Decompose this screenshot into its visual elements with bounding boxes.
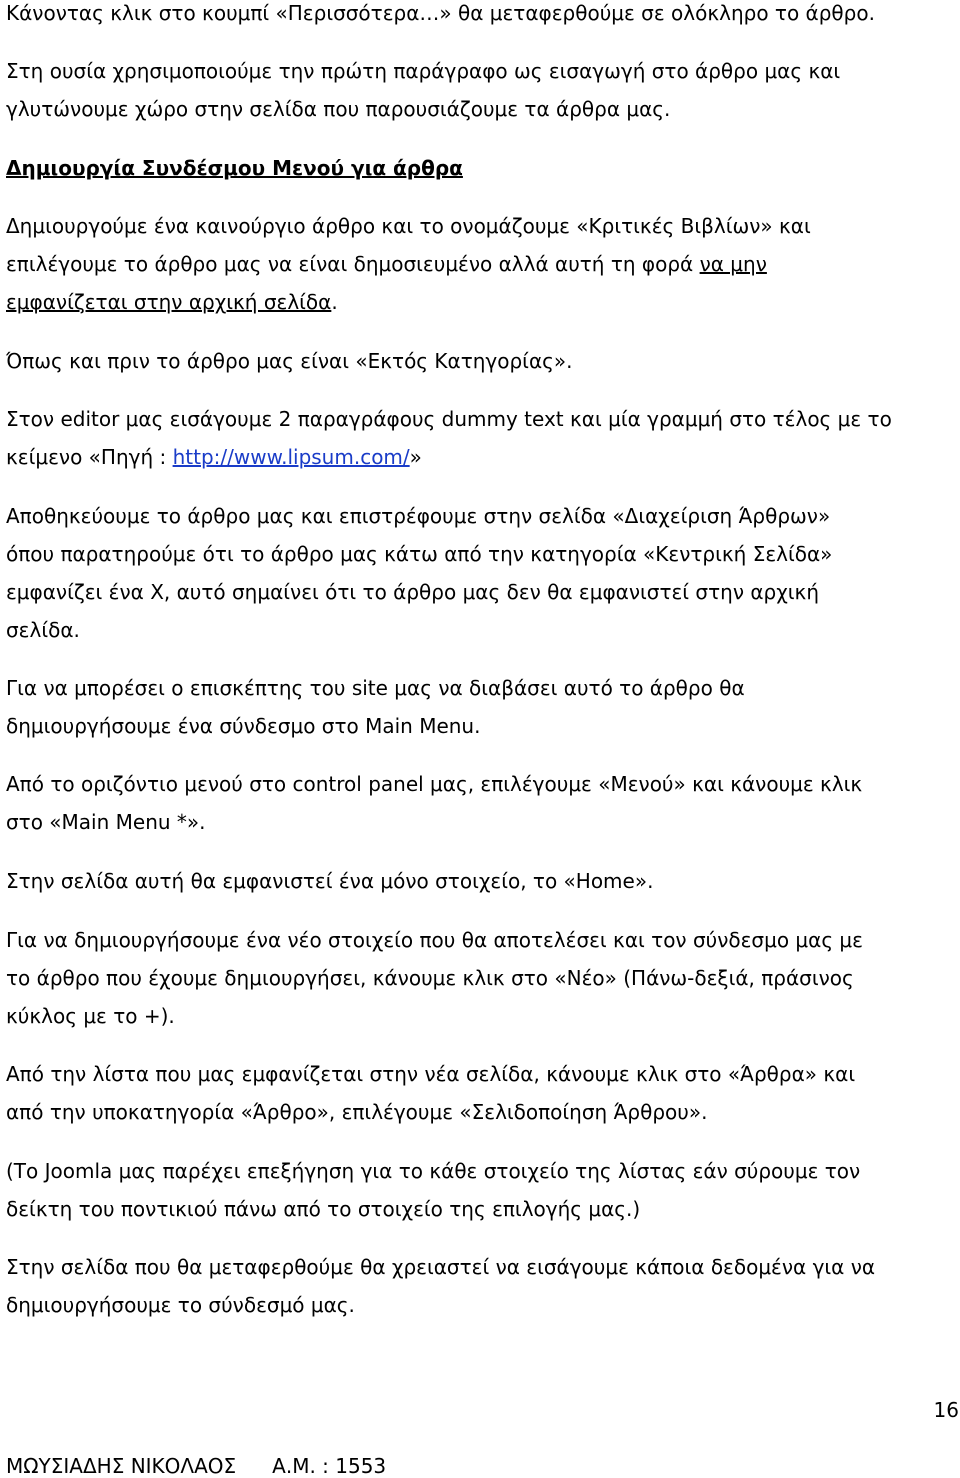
- paragraph-control-panel: Από το οριζόντιο μενού στο control panel μας, επιλέγουμε «Μενού» και κάνουμε κλικ στο «Main Menu *».: [6, 772, 863, 834]
- paragraph-next-page: Στην σελίδα που θα μεταφερθούμε θα χρειαστεί να εισάγουμε κάποια δεδομένα για να δημιουργήσουμε το σύνδεσμό μας.: [6, 1255, 876, 1317]
- underlined-phrase: να μην: [699, 252, 767, 276]
- paragraph-visitor-link: Για να μπορέσει ο επισκέπτης του site μας να διαβάσει αυτό το άρθρο θα δημιουργήσουμε ένα σύνδεσμο στο Main Menu.: [6, 676, 745, 738]
- page-number: 16: [933, 1398, 959, 1422]
- paragraph-joomla-tooltip: (Το Joomla μας παρέχει επεξήγηση για το κάθε στοιχείο της λίστας εάν σύρουμε τον δείκτη του ποντικιού πάνω από το στοιχείο της επιλογής μας.): [6, 1159, 861, 1221]
- paragraph-uncategorized: Όπως και πριν το άρθρο μας είναι «Εκτός Κατηγορίας».: [6, 349, 573, 373]
- page-footer: [6, 1454, 386, 1478]
- paragraph-create-article: Δημιουργούμε ένα καινούργιο άρθρο και το ονομάζουμε «Κριτικές Βιβλίων» και επιλέγουμε το άρθρο μας να είναι δημοσιευμένο αλλά αυτή τη φορά να μην εμφανίζεται στην αρχική σελίδα.: [6, 214, 811, 314]
- paragraph-save-article: Αποθηκεύουμε το άρθρο μας και επιστρέφουμε στην σελίδα «Διαχείριση Άρθρων» όπου παρατηρούμε ότι το άρθρο μας κάτω από την κατηγορία «Κεντρική Σελίδα» εμφανίζει ένα Χ, αυτό σημαίνει ότι το άρθρο μας δεν θα εμφανιστεί στην αρχική σελίδα.: [6, 504, 833, 642]
- footer-student-id: Α.Μ. : 1553: [272, 1454, 387, 1478]
- paragraph-new-item: Για να δημιουργήσουμε ένα νέο στοιχείο που θα αποτελέσει και τον σύνδεσμο μας με το άρθρο που έχουμε δημιουργήσει, κάνουμε κλικ στο «Νέο» (Πάνω-δεξιά, πράσινος κύκλος με το +).: [6, 928, 863, 1028]
- footer-author: ΜΩΥΣΙΑΔΗΣ ΝΙΚΟΛΑΟΣ: [6, 1454, 237, 1478]
- lipsum-link[interactable]: http://www.lipsum.com/: [172, 445, 410, 469]
- paragraph-intro-usage: Στη ουσία χρησιμοποιούμε την πρώτη παράγραφο ως εισαγωγή στο άρθρο μας και γλυτώνουμε χώρο στην σελίδα που παρουσιάζουμε τα άρθρα μας.: [6, 59, 841, 121]
- paragraph-editor: Στον editor μας εισάγουμε 2 παραγράφους dummy text και μία γραμμή στο τέλος με το κείμενο «Πηγή : http://www.lipsum.com/»: [6, 407, 892, 469]
- paragraph-articles-list: Από την λίστα που μας εμφανίζεται στην νέα σελίδα, κάνουμε κλικ στο «Άρθρα» και από την υποκατηγορία «Άρθρο», επιλέγουμε «Σελιδοποίηση Άρθρου».: [6, 1062, 856, 1124]
- underlined-phrase-continued: εμφανίζεται στην αρχική σελίδα: [6, 290, 332, 314]
- section-heading: Δημιουργία Συνδέσμου Μενού για άρθρα: [6, 156, 463, 180]
- paragraph-more-button: Κάνοντας κλικ στο κουμπί «Περισσότερα…» θα μεταφερθούμε σε ολόκληρο το άρθρο.: [6, 1, 875, 25]
- paragraph-home-item: Στην σελίδα αυτή θα εμφανιστεί ένα μόνο στοιχείο, το «Home».: [6, 869, 654, 893]
